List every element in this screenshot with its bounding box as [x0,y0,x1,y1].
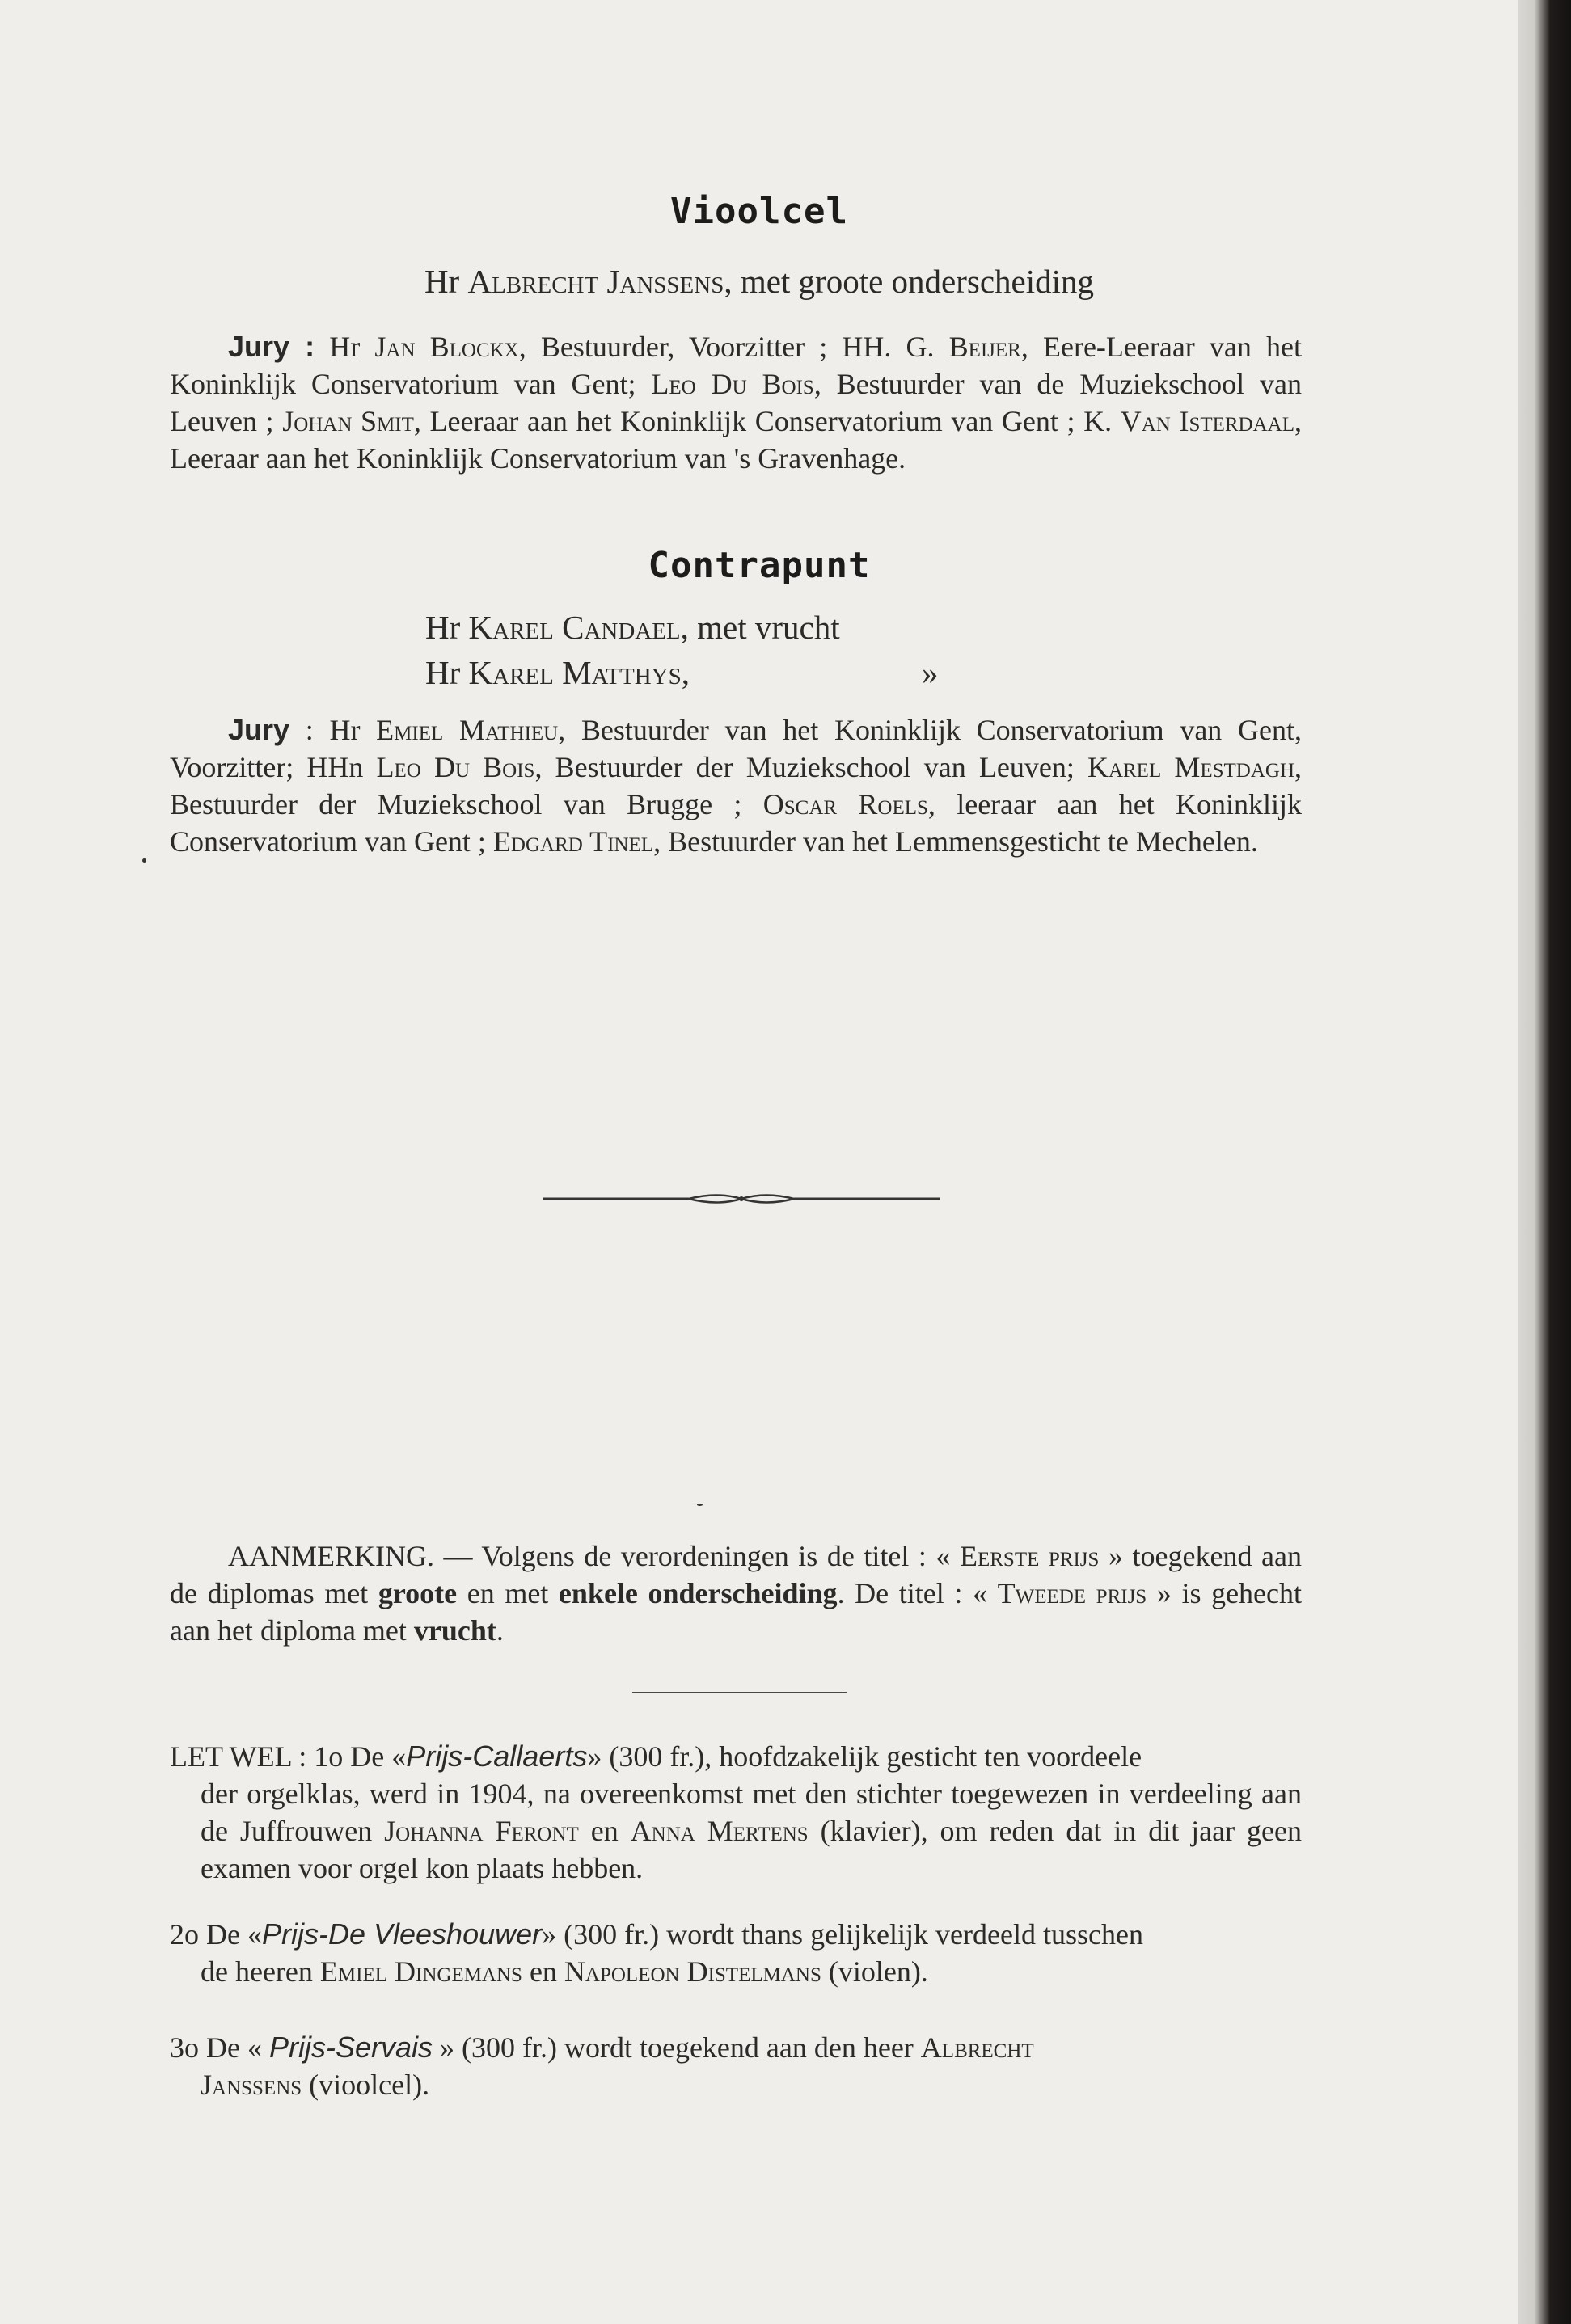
ornamental-divider [543,1187,940,1211]
book-spine-edge [1518,0,1571,2324]
stray-ink-dot [142,858,146,863]
contrapunt-winner-2: Hr Karel Matthys, [425,654,690,691]
winner-tail: , met groote onderscheiding [724,263,1095,300]
letwel-item-3: 3o De « Prijs-Servais » (300 fr.) wordt toegekend aan den heer Albrecht Janssens (vioolcel). [170,2031,1034,2101]
note-label: AANMERKING. — [228,1540,473,1572]
vioolcel-jury: Jury : Hr Jan Blockx, Bestuurder, Voorzitter ; HH. G. Beijer, Eere-Leeraar van het Koninklijk Conservatorium van Gent; Leo Du Bois, Bestuurder van de Muziekschool van Leuven ; Johan Smit, Leeraar aan het Koninklijk Conservatorium van Gent ; K. Van Isterdaal, Leeraar aan het Koninklijk Conservatorium van 's Gravenhage. [170,330,1302,475]
jury-label: Jury : [228,330,315,363]
letwel-item-2: 2o De «Prijs-De Vleeshouwer» (300 fr.) wordt thans gelijkelijk verdeeld tusschen de heeren Emiel Dingemans en Napoleon Distelmans (violen). [170,1917,1143,1988]
jury-name: Jan Blockx [374,331,519,363]
contrapunt-jury: Jury : Hr Emiel Mathieu, Bestuurder van het Koninklijk Conservatorium van Gent, Voorzitter; HHn Leo Du Bois, Bestuurder der Muziekschool van Leuven; Karel Mestdagh, Bestuurder der Muziekschool van Brugge ; Oscar Roels, leeraar aan het Koninklijk Conservatorium van Gent ; Edgard Tinel, Bestuurder van het Lemmensgesticht te Mechelen. [170,713,1303,858]
jury-name: Beijer [948,331,1021,363]
ditto-mark: » [922,654,939,691]
stray-ink-mark [697,1504,703,1506]
jury-label: Jury [228,713,290,746]
section-title-contrapunt: Contrapunt [648,545,871,586]
short-rule [632,1692,847,1693]
jury-name: Leo Du Bois [651,368,814,400]
aanmerking-note: AANMERKING. — Volgens de verordeningen is de titel : « Eerste prijs » toegekend aan de diplomas met groote en met enkele onderscheiding. De titel : « Tweede prijs » is gehecht aan het diploma met vrucht. [170,1540,1303,1647]
section-title-vioolcel: Vioolcel [670,191,848,232]
jury-name: Johan Smit [282,405,414,437]
letwel-item-1: LET WEL : 1o De «Prijs-Callaerts» (300 fr.), hoofdzakelijk gesticht ten voordeele der orgelklas, werd in 1904, na overeenkomst met den stichter toegewezen in verdeeling aan de Juffrouwen Johanna Feront en Anna Mertens (klavier), om reden dat in dit jaar geen examen voor orgel kon plaats hebben. [170,1740,1303,1884]
vioolcel-winner [0,262,1518,301]
contrapunt-winner-1: Hr Karel Candael, met vrucht [425,609,840,646]
jury-name: Van Isterdaal [1120,405,1294,437]
winner-prefix: Hr [424,263,460,300]
winner-name: Albrecht Janssens [467,263,724,300]
